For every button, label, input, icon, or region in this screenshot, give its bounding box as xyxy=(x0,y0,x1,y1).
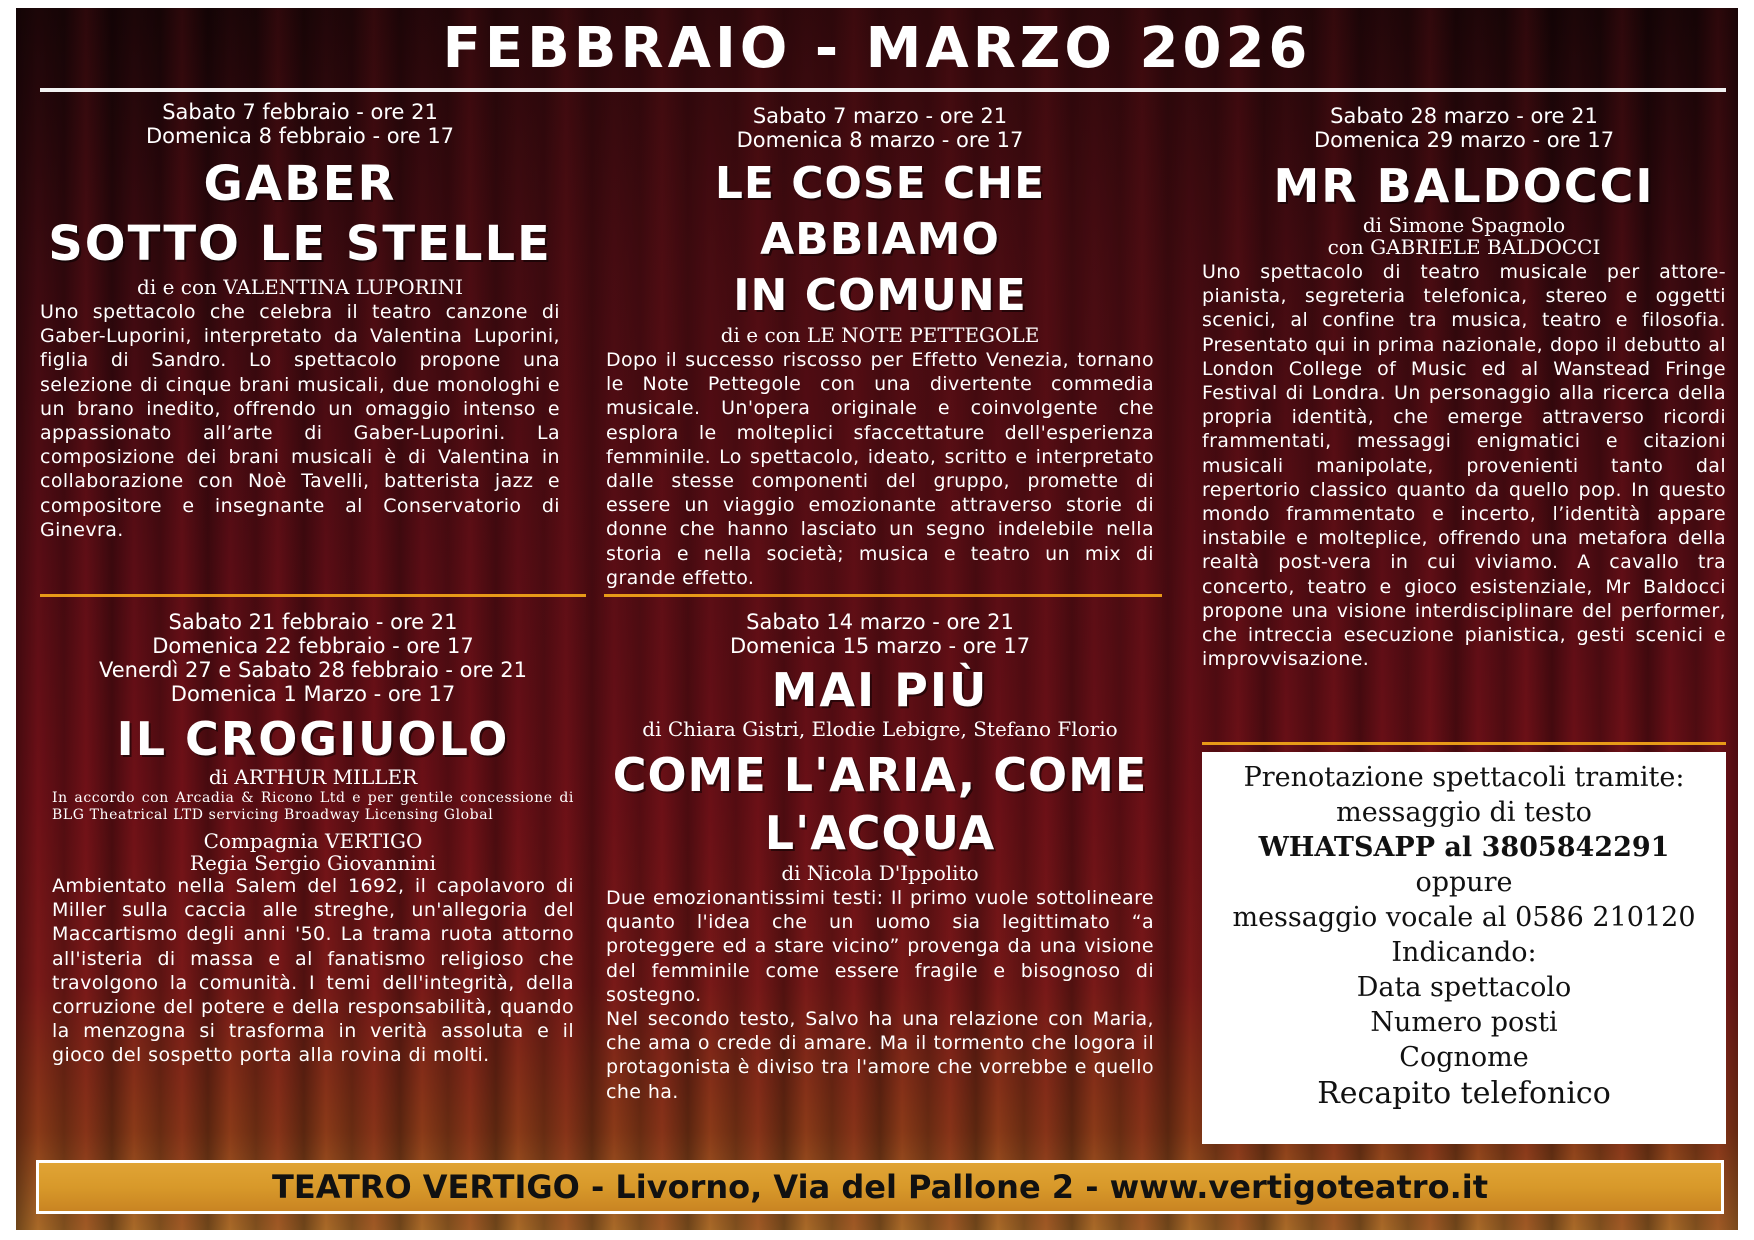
show-director: Regia Sergio Giovannini xyxy=(189,851,437,875)
show-gaber xyxy=(40,100,560,542)
show-title: GABER SOTTO LE STELLE xyxy=(48,156,552,272)
title-divider xyxy=(40,88,1726,92)
show-description: Dopo il successo riscosso per Effetto Venezia, tornano le Note Pettegole con una divertente commedia musicale. Un'opera originale e coinvolgente che esplora le molteplici sfaccettature dell'esperienza femminile. Lo spettacolo, ideato, scritto e interpretato dalle stesse componenti del gruppo, promette di essere un viaggio emozionante attraverso storie di donne che hanno lasciato un segno indelebile nella storia e nella società; musica e teatro un mix di grande effetto. xyxy=(606,349,1154,589)
show-cose xyxy=(606,104,1154,590)
show-title: MR BALDOCCI xyxy=(1273,159,1655,213)
section-divider xyxy=(1202,742,1726,745)
voice-number: messaggio vocale al 0586 210120 xyxy=(1232,902,1696,933)
show-title-second: COME L'ARIA, COME L'ACQUA xyxy=(612,748,1148,860)
show-credit: di e con LE NOTE PETTEGOLE xyxy=(720,323,1040,347)
show-company: Compagnia VERTIGO xyxy=(203,829,423,853)
show-credit-second: di Nicola D'Ippolito xyxy=(781,861,979,885)
show-dates: Sabato 21 febbraio - ore 21 Domenica 22 febbraio - ore 17 Venerdì 27 e Sabato 28 febbraio - ore 21 Domenica 1 Marzo - ore 17 xyxy=(99,610,527,706)
booking-line: Indicando: xyxy=(1391,937,1537,968)
section-divider xyxy=(40,594,586,597)
show-maipiu xyxy=(606,610,1154,1104)
show-dates: Sabato 7 marzo - ore 21 Domenica 8 marzo - ore 17 xyxy=(736,104,1024,152)
show-crogiuolo xyxy=(52,610,574,1068)
show-baldocci xyxy=(1202,104,1726,671)
rights-note: In accordo con Arcadia & Ricono Ltd e per gentile concessione di BLG Theatrical LTD servicing Broadway Licensing Global xyxy=(52,790,574,823)
show-dates: Sabato 7 febbraio - ore 21 Domenica 8 febbraio - ore 17 xyxy=(145,100,455,148)
footer-address: TEATRO VERTIGO - Livorno, Via del Pallone 2 - www.vertigoteatro.it xyxy=(272,1168,1488,1206)
show-title: IL CROGIUOLO xyxy=(116,712,510,766)
booking-info xyxy=(1202,752,1726,1144)
footer-banner xyxy=(36,1160,1724,1214)
booking-line: Numero posti xyxy=(1370,1007,1558,1038)
show-description: Uno spettacolo che celebra il teatro canzone di Gaber-Luporini, interpretato da Valentina Luporini, figlia di Sandro. Lo spettacolo propone una selezione di cinque brani musicali, due monologhi e un brano inedito, offrendo un omaggio intenso e appassionato all’arte di Gaber-Luporini. La composizione dei brani musicali è di Valentina in collaborazione con Noè Tavelli, batterista jazz e compositore e insegnante al Conservatorio di Ginevra. xyxy=(40,301,560,541)
whatsapp-number: WHATSAPP al 3805842291 xyxy=(1258,832,1670,863)
show-credit: di Chiara Gistri, Elodie Lebigre, Stefano Florio xyxy=(642,717,1118,741)
booking-line: Recapito telefonico xyxy=(1317,1076,1611,1111)
booking-line: oppure xyxy=(1415,867,1513,898)
show-dates: Sabato 28 marzo - ore 21 Domenica 29 marzo - ore 17 xyxy=(1313,104,1615,152)
show-description: Ambientato nella Salem del 1692, il capolavoro di Miller sulla caccia alle streghe, un'allegoria del Maccartismo degli anni '50. La trama ruota attorno all'isteria di massa e al fanatismo religioso che travolgono la comunità. I temi dell'integrità, della corruzione del potere e della responsabilità, quando la menzogna si trasforma in verità assoluta e il gioco del sospetto porta alla rovina di molti. xyxy=(52,875,574,1067)
booking-line: messaggio di testo xyxy=(1336,797,1592,828)
show-title: LE COSE CHE ABBIAMO IN COMUNE xyxy=(714,158,1046,321)
show-credit: di e con VALENTINA LUPORINI xyxy=(137,275,463,299)
show-credit: di ARTHUR MILLER xyxy=(208,765,418,789)
section-divider xyxy=(604,594,1162,597)
show-credit: di Simone Spagnolo xyxy=(1362,213,1566,237)
booking-line: Prenotazione spettacoli tramite: xyxy=(1243,762,1685,793)
booking-line: Cognome xyxy=(1399,1042,1529,1073)
show-dates: Sabato 14 marzo - ore 21 Domenica 15 marzo - ore 17 xyxy=(729,610,1031,658)
show-title: MAI PIÙ xyxy=(771,663,989,717)
page-title: FEBBRAIO - MARZO 2026 xyxy=(442,16,1312,81)
poster xyxy=(16,8,1738,1230)
show-description: Uno spettacolo di teatro musicale per attore-pianista, segreteria telefonica, stereo e oggetti scenici, al confine tra musica, teatro e filosofia. Presentato qui in prima nazionale, dopo il debutto al London College of Music ed al Wanstead Fringe Festival di Londra. Un personaggio alla ricerca della propria identità, che emerge attraverso ricordi frammentati, messaggi enigmatici e citazioni musicali manipolate, provenienti tanto dal repertorio classico quanto da quello pop. In questo mondo frammentato e incerto, l’identità appare instabile e molteplice, offrendo una metafora della realtà post-vera in cui viviamo. A cavallo tra concerto, teatro e gioco esistenziale, Mr Baldocci propone una visione interdisciplinare del performer, che intreccia esecuzione pianistica, gesti scenici e improvvisazione. xyxy=(1202,261,1726,671)
booking-line: Data spettacolo xyxy=(1356,972,1572,1003)
show-description: Due emozionantissimi testi: Il primo vuole sottolineare quanto l'idea che un uomo sia legittimato “a proteggere ed a stare vicino” provenga da una visione del femminile come essere fragile e bisognoso di sostegno. xyxy=(606,887,1154,1006)
show-credit-second: con GABRIELE BALDOCCI xyxy=(1327,235,1601,259)
show-description-second: Nel secondo testo, Salvo ha una relazione con Maria, che ama o crede di amare. Ma il tormento che logora il protagonista è diviso tra l'amore che vorrebbe e quello che ha. xyxy=(606,1008,1154,1103)
